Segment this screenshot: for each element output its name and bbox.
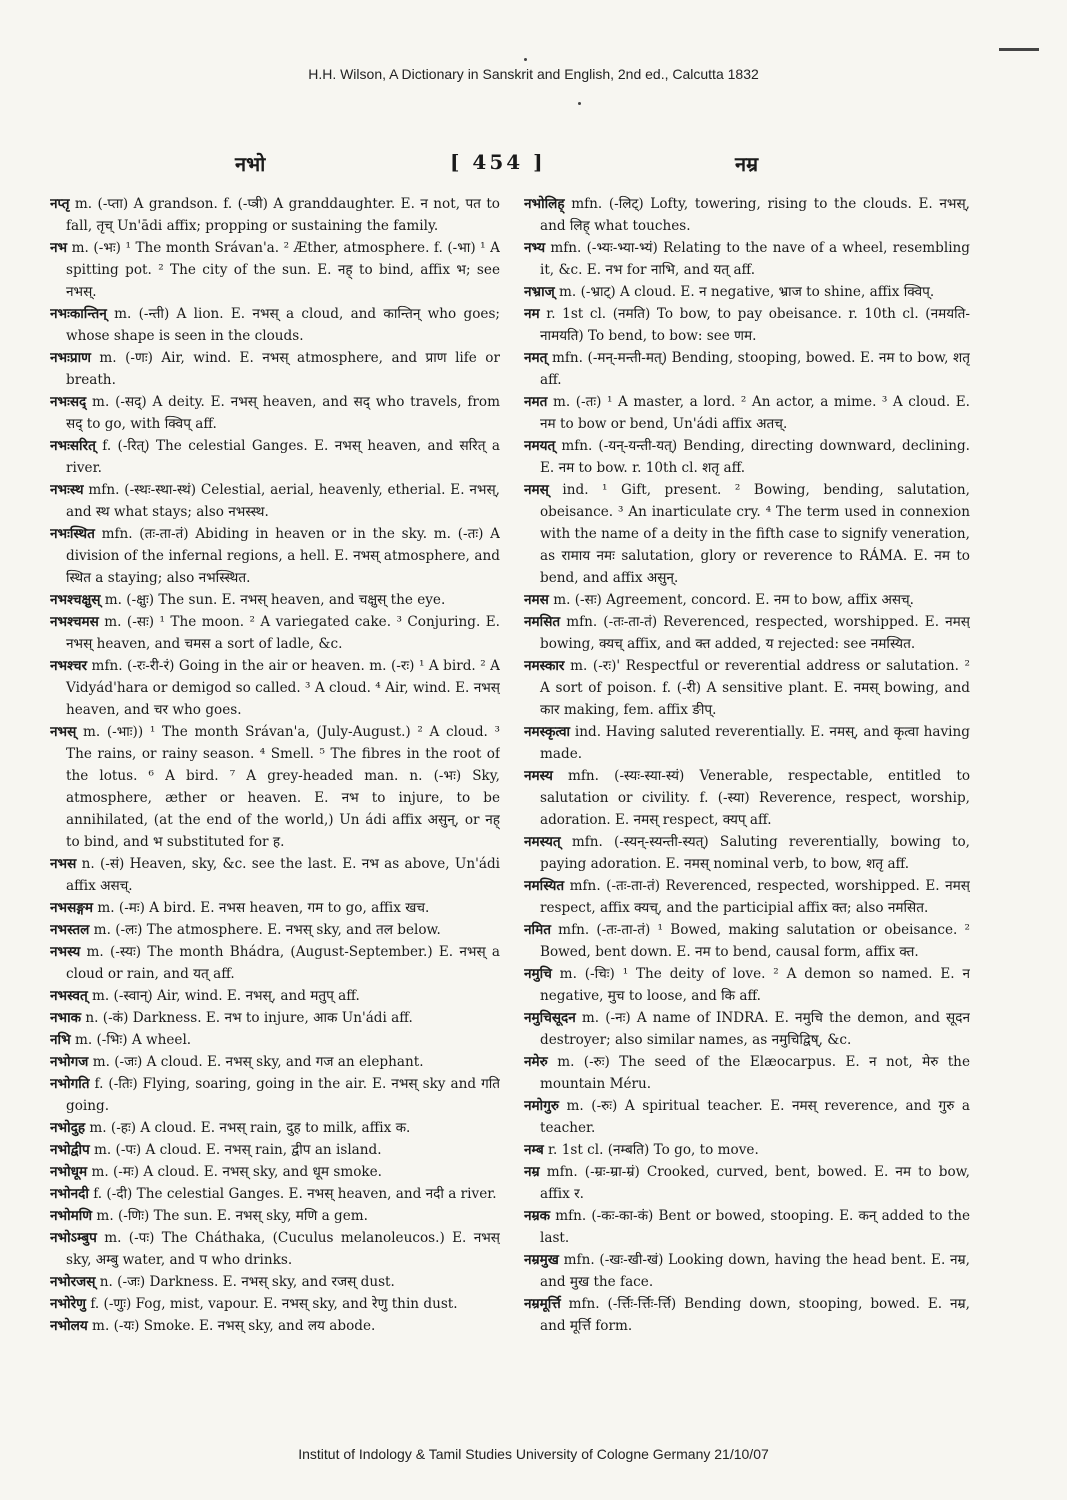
source-footer: Institut of Indology & Tamil Studies University of Cologne Germany 21/10/07 [298, 1446, 769, 1462]
entry-headword: नभि [50, 1032, 71, 1048]
dictionary-entry [50, 193, 500, 237]
dictionary-entry [50, 1205, 500, 1227]
entry-headword: नमोगुरु [524, 1098, 559, 1114]
entry-definition: m. (-भ्राट्) A cloud. E. न negative, भ्राज to shine, affix क्विप्. [554, 284, 935, 300]
dictionary-entry [524, 1161, 970, 1205]
entry-definition: m. (-जः) A cloud. E. नभस् sky, and गज an elephant. [88, 1054, 424, 1070]
entry-headword: नम्र [524, 1164, 540, 1180]
entry-headword: नभस्वत् [50, 988, 88, 1004]
scan-speck [524, 58, 527, 61]
entry-headword: नभस् [50, 724, 77, 740]
entry-headword: नभश्चर [50, 658, 88, 674]
entry-headword: नभोगज [50, 1054, 89, 1070]
entry-definition: mfn. (-मन्-मन्ती-मत्) Bending, stooping, bowed. E. नम to bow, शतृ aff. [540, 350, 970, 388]
entry-headword: नमस्य [524, 768, 553, 784]
entry-headword: नमुचि [524, 966, 552, 982]
entry-headword: नभोनदी [50, 1186, 89, 1202]
entry-headword: नभःकान्तिन् [50, 306, 107, 322]
entry-definition: m. (-नः) A name of INDRA. E. नमुचि the demon, and सूदन destroyer; also similar names, as नमुचिद्विष्, &c. [540, 1010, 970, 1048]
dictionary-entry [50, 1227, 500, 1271]
dictionary-entry [50, 1007, 500, 1029]
left-column [50, 193, 500, 1438]
entry-definition: m. (-मः) A cloud. E. नभस् sky, and धूम smoke. [87, 1164, 383, 1180]
scan-artifact [999, 48, 1039, 61]
dictionary-entry [524, 963, 970, 1007]
entry-definition: n. (-जः) Darkness. E. नभस् sky, and रजस् dust. [95, 1274, 395, 1290]
dictionary-entry [50, 1051, 500, 1073]
entry-headword: नमत् [524, 350, 548, 366]
entry-definition: r. 1st cl. (नमति) To bow, to pay obeisance. r. 10th cl. (नमयति-नामयति) To bend, to bow: see णम. [539, 306, 970, 344]
entry-definition: mfn. (-स्थः-स्था-स्थं) Celestial, aerial, heavenly, etherial. E. नभस्, and स्थ what stays; also नभस्स्थ. [66, 482, 500, 520]
running-head [0, 150, 1067, 180]
dictionary-entry [50, 1161, 500, 1183]
dictionary-entry [50, 1271, 500, 1293]
dictionary-entry [50, 523, 500, 589]
entry-definition: mfn. (-तः-ता-तं) ¹ Bowed, making salutation or obeisance. ² Bowed, bent down. E. नम to bend, causal form, affix क्त. [540, 922, 970, 960]
entry-headword: नमयत् [524, 438, 556, 454]
entry-headword: नभोद्वीप [50, 1142, 90, 1158]
entry-headword: नमस्यत् [524, 834, 561, 850]
entry-definition: m. (-रुः) The seed of the Elæocarpus. E. न not, मेरु the mountain Méru. [540, 1054, 970, 1092]
dictionary-entry [50, 1293, 500, 1315]
dictionary-entry [50, 853, 500, 897]
entry-definition: mfn. (-भ्यः-भ्या-भ्यं) Relating to the nave of a wheel, resembling it, &c. E. नभ for नाभि, and यत् aff. [540, 240, 970, 278]
dictionary-entry [524, 281, 970, 303]
dictionary-entry [50, 1117, 500, 1139]
dictionary-entry [50, 237, 500, 303]
entry-definition: m. (-क्षुः) The sun. E. नभस् heaven, and चक्षुस् the eye. [100, 592, 446, 608]
entry-definition: ind. ¹ Gift, present. ² Bowing, bending, salutation, obeisance. ³ An inarticulate cry. ⁴ The term used in connexion with the name of a deity in the fifth case to signify veneration, as रामाय नमः salutation, glory or reverence to RÁMA. E. नम to bend, and affix असुन्. [540, 482, 970, 586]
entry-definition: r. 1st cl. (नम्बति) To go, to move. [543, 1142, 759, 1158]
entry-headword: नम्ब [524, 1142, 544, 1158]
source-header: H.H. Wilson, A Dictionary in Sanskrit and English, 2nd ed., Calcutta 1832 [308, 66, 759, 82]
entry-headword: नमस्कृत्वा [524, 724, 571, 740]
entry-definition: m. (-सद्) A deity. E. नभस् heaven, and सद् who travels, from सद् to go, with क्विप् aff. [66, 394, 500, 432]
scan-speck [578, 102, 581, 105]
dictionary-entry [524, 765, 970, 831]
dictionary-entry [524, 1293, 970, 1337]
entry-headword: नम्रक [524, 1208, 551, 1224]
entry-definition: mfn. (-म्रः-म्रा-म्रं) Crooked, curved, bent, bowed. E. नम to bow, affix र. [539, 1164, 970, 1202]
entry-definition: f. (-णुः) Fog, mist, vapour. E. नभस् sky, and रेणु thin dust. [86, 1296, 458, 1312]
entry-headword: नमसित [524, 614, 561, 630]
dictionary-entry [50, 479, 500, 523]
page-number: [ 454 ] [450, 150, 546, 174]
entry-definition: m. (-स्यः) The month Bhádra, (August-September.) E. नभस् a cloud or rain, and यत् aff. [66, 944, 500, 982]
dictionary-entry [524, 1139, 970, 1161]
entry-headword: नमत [524, 394, 548, 410]
entry-definition: m. (-यः) Smoke. E. नभस् sky, and लय abode. [87, 1318, 376, 1334]
entry-definition: m. (-भः) ¹ The month Srávan'a. ² Æther, atmosphere. f. (-भा) ¹ A spitting pot. ² The city of the sun. E. नह् to bind, affix भ; see नभस्. [66, 240, 500, 300]
entry-definition: m. (-पः) A cloud. E. नभस् rain, द्वीप an island. [89, 1142, 382, 1158]
entry-definition: mfn. (-तः-ता-तं) Reverenced, respected, worshipped. E. नमस् bowing, क्यच् affix, and क्त added, य rejected: see नमस्यित. [540, 614, 970, 652]
entry-headword: नभोमणि [50, 1208, 93, 1224]
entry-definition: m. (-रुः) A spiritual teacher. E. नमस् reverence, and गुरु a teacher. [540, 1098, 970, 1136]
entry-headword: नम [524, 306, 540, 322]
entry-headword: नभोऽम्बुप [50, 1230, 97, 1246]
entry-definition: mfn. (-लिट्) Lofty, towering, rising to the clouds. E. नभस्, and लिह् what touches. [540, 196, 970, 234]
entry-definition: m. (-भाः)) ¹ The month Srávan'a, (July-August.) ² A cloud. ³ The rains, or rainy season. ⁴ Smell. ⁵ The fibres in the root of the lotus. ⁶ A bird. ⁷ A grey-headed man. n. (-भः) Sky, atmosphere, æther or heaven. E. नभ to injure, to be annihilated, (at the end of the world,) Un ádi affix असुन्, or नह् to bind, and भ substituted for ह. [66, 724, 500, 850]
entry-definition: mfn. (-यन्-यन्ती-यत्) Bending, directing downward, declining. E. नम to bow. r. 10th cl. शतृ aff. [540, 438, 970, 476]
entry-definition: mfn. (-रः-री-रं) Going in the air or heaven. m. (-रः) ¹ A bird. ² A Vidyád'hara or demigod so called. ³ A cloud. ⁴ Air, wind. E. नभस् heaven, and चर who goes. [66, 658, 500, 718]
dictionary-entry [50, 655, 500, 721]
entry-headword: नभ्राज् [524, 284, 555, 300]
entry-headword: नमुचिसूदन [524, 1010, 576, 1026]
entry-definition: m. (-मः) A bird. E. नभस heaven, गम to go, affix खच. [93, 900, 430, 916]
right-column [524, 193, 970, 1438]
dictionary-entry [524, 479, 970, 589]
dictionary-entry [524, 655, 970, 721]
running-head-right: नम्र [735, 152, 759, 176]
entry-headword: नभोगति [50, 1076, 90, 1092]
entry-headword: नभःसद् [50, 394, 87, 410]
entry-definition: m. (-सः) ¹ The moon. ² A variegated cake. ³ Conjuring. E. नभस् heaven, and चमस a sort of ladle, &c. [66, 614, 500, 652]
entry-definition: m. (-भिः) A wheel. [70, 1032, 192, 1048]
dictionary-entry [524, 1051, 970, 1095]
entry-headword: नभःस्थित [50, 526, 95, 542]
dictionary-entry [524, 237, 970, 281]
dictionary-entry [50, 435, 500, 479]
dictionary-entry [50, 1029, 500, 1051]
entry-headword: नभाक [50, 1010, 82, 1026]
entry-headword: नभःप्राण [50, 350, 91, 366]
entry-headword: नभोधूम [50, 1164, 88, 1180]
dictionary-entry [50, 919, 500, 941]
dictionary-entry [524, 589, 970, 611]
entry-headword: नभ [50, 240, 68, 256]
entry-headword: नभस्य [50, 944, 81, 960]
entry-definition: m. (-णः) Air, wind. E. नभस् atmosphere, and प्राण life or breath. [66, 350, 500, 388]
entry-definition: m. (-णिः) The sun. E. नभस् sky, मणि a gem. [92, 1208, 368, 1224]
entry-headword: नभश्चमस [50, 614, 99, 630]
dictionary-entry [524, 347, 970, 391]
dictionary-entry [524, 1007, 970, 1051]
entry-headword: नभ्य [524, 240, 546, 256]
entry-headword: नमस्कार [524, 658, 565, 674]
entry-headword: नभोरजस् [50, 1274, 96, 1290]
entry-headword: नमस [524, 592, 549, 608]
entry-definition: m. (-न्ती) A lion. E. नभस् a cloud, and कान्तिन् who goes; whose shape is seen in the clouds. [66, 306, 500, 344]
entry-definition: mfn. (-तः-ता-तं) Reverenced, respected, worshipped. E. नमस् respect, affix क्यच्, and the participial affix क्त; also नमसित. [540, 878, 970, 916]
entry-headword: नभस [50, 856, 77, 872]
entry-definition: m. (-पः) The Cháthaka, (Cuculus melanoleucos.) E. नभस् sky, अम्बु water, and प who drinks. [66, 1230, 500, 1268]
entry-headword: नभश्चक्षुस् [50, 592, 101, 608]
dictionary-entry [524, 1095, 970, 1139]
dictionary-entry [524, 611, 970, 655]
dictionary-entry [524, 919, 970, 963]
dictionary-entry [524, 875, 970, 919]
entry-headword: नभोरेणु [50, 1296, 87, 1312]
dictionary-entry [50, 1073, 500, 1117]
dictionary-entry [50, 391, 500, 435]
dictionary-entry [50, 347, 500, 391]
entry-definition: mfn. (तः-ता-तं) Abiding in heaven or in the sky. m. (-तः) A division of the infernal regions, a hell. E. नभस् atmosphere, and स्थित a staying; also नभस्स्थित. [66, 526, 500, 586]
running-head-left: नभो [235, 152, 266, 176]
dictionary-entry [524, 193, 970, 237]
dictionary-entry [524, 831, 970, 875]
entry-definition: n. (-कं) Darkness. E. नभ to injure, आक Un'ádi aff. [81, 1010, 413, 1026]
entry-definition: m. (-तः) ¹ A master, a lord. ² An actor, a mime. ³ A cloud. E. नम to bow or bend, Un'ádi affix अतच्. [540, 394, 970, 432]
entry-definition: m. (-हः) A cloud. E. नभस् rain, दुह to milk, affix क. [85, 1120, 411, 1136]
dictionary-entry [50, 721, 500, 853]
dictionary-entry [524, 435, 970, 479]
entry-definition: m. (-लः) The atmosphere. E. नभस् sky, and तल below. [89, 922, 441, 938]
entry-headword: नम्रमूर्त्ति [524, 1296, 561, 1312]
entry-headword: नप्तृ [50, 196, 70, 212]
dictionary-entry [50, 611, 500, 655]
dictionary-entry [524, 391, 970, 435]
dictionary-entry [50, 589, 500, 611]
dictionary-entry [50, 897, 500, 919]
entry-definition: mfn. (-र्त्तिः-र्त्तिः-र्त्ति) Bending down, stooping, bowed. E. नम्र, and मूर्त्ति form. [540, 1296, 970, 1334]
entry-headword: नभोलिह् [524, 196, 565, 212]
dictionary-entry [50, 985, 500, 1007]
entry-definition: mfn. (-कः-का-कं) Bent or bowed, stooping. E. कन् added to the last. [540, 1208, 970, 1246]
entry-definition: f. (-दी) The celestial Ganges. E. नभस् heaven, and नदी a river. [88, 1186, 497, 1202]
entry-definition: m. (-रः)' Respectful or reverential address or salutation. ² A sort of poison. f. (-री) A sensitive plant. E. नमस् bowing, and कार making, fem. affix ङीप्. [540, 658, 970, 718]
entry-headword: नभोलय [50, 1318, 88, 1334]
entry-headword: नभस्तल [50, 922, 90, 938]
entry-headword: नम्रमुख [524, 1252, 559, 1268]
dictionary-entry [524, 1249, 970, 1293]
entry-definition: m. (-प्ता) A grandson. f. (-प्त्री) A granddaughter. E. न not, पत to fall, तृच् Un'ādi affix; propping or sustaining the family. [66, 196, 500, 234]
entry-definition: mfn. (-स्यः-स्या-स्यं) Venerable, respectable, entitled to salutation or civility. f. (-स्या) Reverence, respect, worship, adoration. E. नमस् respect, क्यप् aff. [540, 768, 970, 828]
entry-headword: नभोदुह [50, 1120, 86, 1136]
entry-definition: f. (-रित्) The celestial Ganges. E. नभस् heaven, and सरित् a river. [66, 438, 500, 476]
dictionary-entry [50, 941, 500, 985]
entry-headword: नभःसरित् [50, 438, 96, 454]
dictionary-entry [50, 1139, 500, 1161]
entry-headword: नमस् [524, 482, 549, 498]
dictionary-entry [524, 303, 970, 347]
entry-headword: नमित [524, 922, 551, 938]
entry-definition: n. (-सं) Heaven, sky, &c. see the last. E. नभ as above, Un'ádi affix असच्. [66, 856, 500, 894]
entry-definition: ind. Having saluted reverentially. E. नमस्, and कृत्वा having made. [540, 724, 970, 762]
dictionary-entry [50, 303, 500, 347]
dictionary-entry [50, 1315, 500, 1337]
dictionary-entry [524, 721, 970, 765]
entry-definition: f. (-तिः) Flying, soaring, going in the air. E. नभस् sky and गति going. [66, 1076, 500, 1114]
dictionary-entry [50, 1183, 500, 1205]
entry-definition: m. (-सः) Agreement, concord. E. नम to bow, affix असच्. [548, 592, 914, 608]
entry-headword: नमस्यित [524, 878, 565, 894]
entry-definition: mfn. (-खः-खी-खं) Looking down, having the head bent. E. नम्र, and मुख the face. [540, 1252, 970, 1290]
entry-definition: m. (-स्वान्) Air, wind. E. नभस्, and मतुप् aff. [87, 988, 360, 1004]
entry-definition: m. (-चिः) ¹ The deity of love. ² A demon so named. E. न negative, मुच to loose, and कि aff. [540, 966, 970, 1004]
entry-headword: नभसङ्गम [50, 900, 94, 916]
entry-definition: mfn. (-स्यन्-स्यन्ती-स्यत्) Saluting reverentially, bowing to, paying adoration. E. नमस् nominal verb, to bow, शतृ aff. [540, 834, 970, 872]
entry-headword: नमेरु [524, 1054, 548, 1070]
entry-headword: नभःस्थ [50, 482, 84, 498]
dictionary-entry [524, 1205, 970, 1249]
